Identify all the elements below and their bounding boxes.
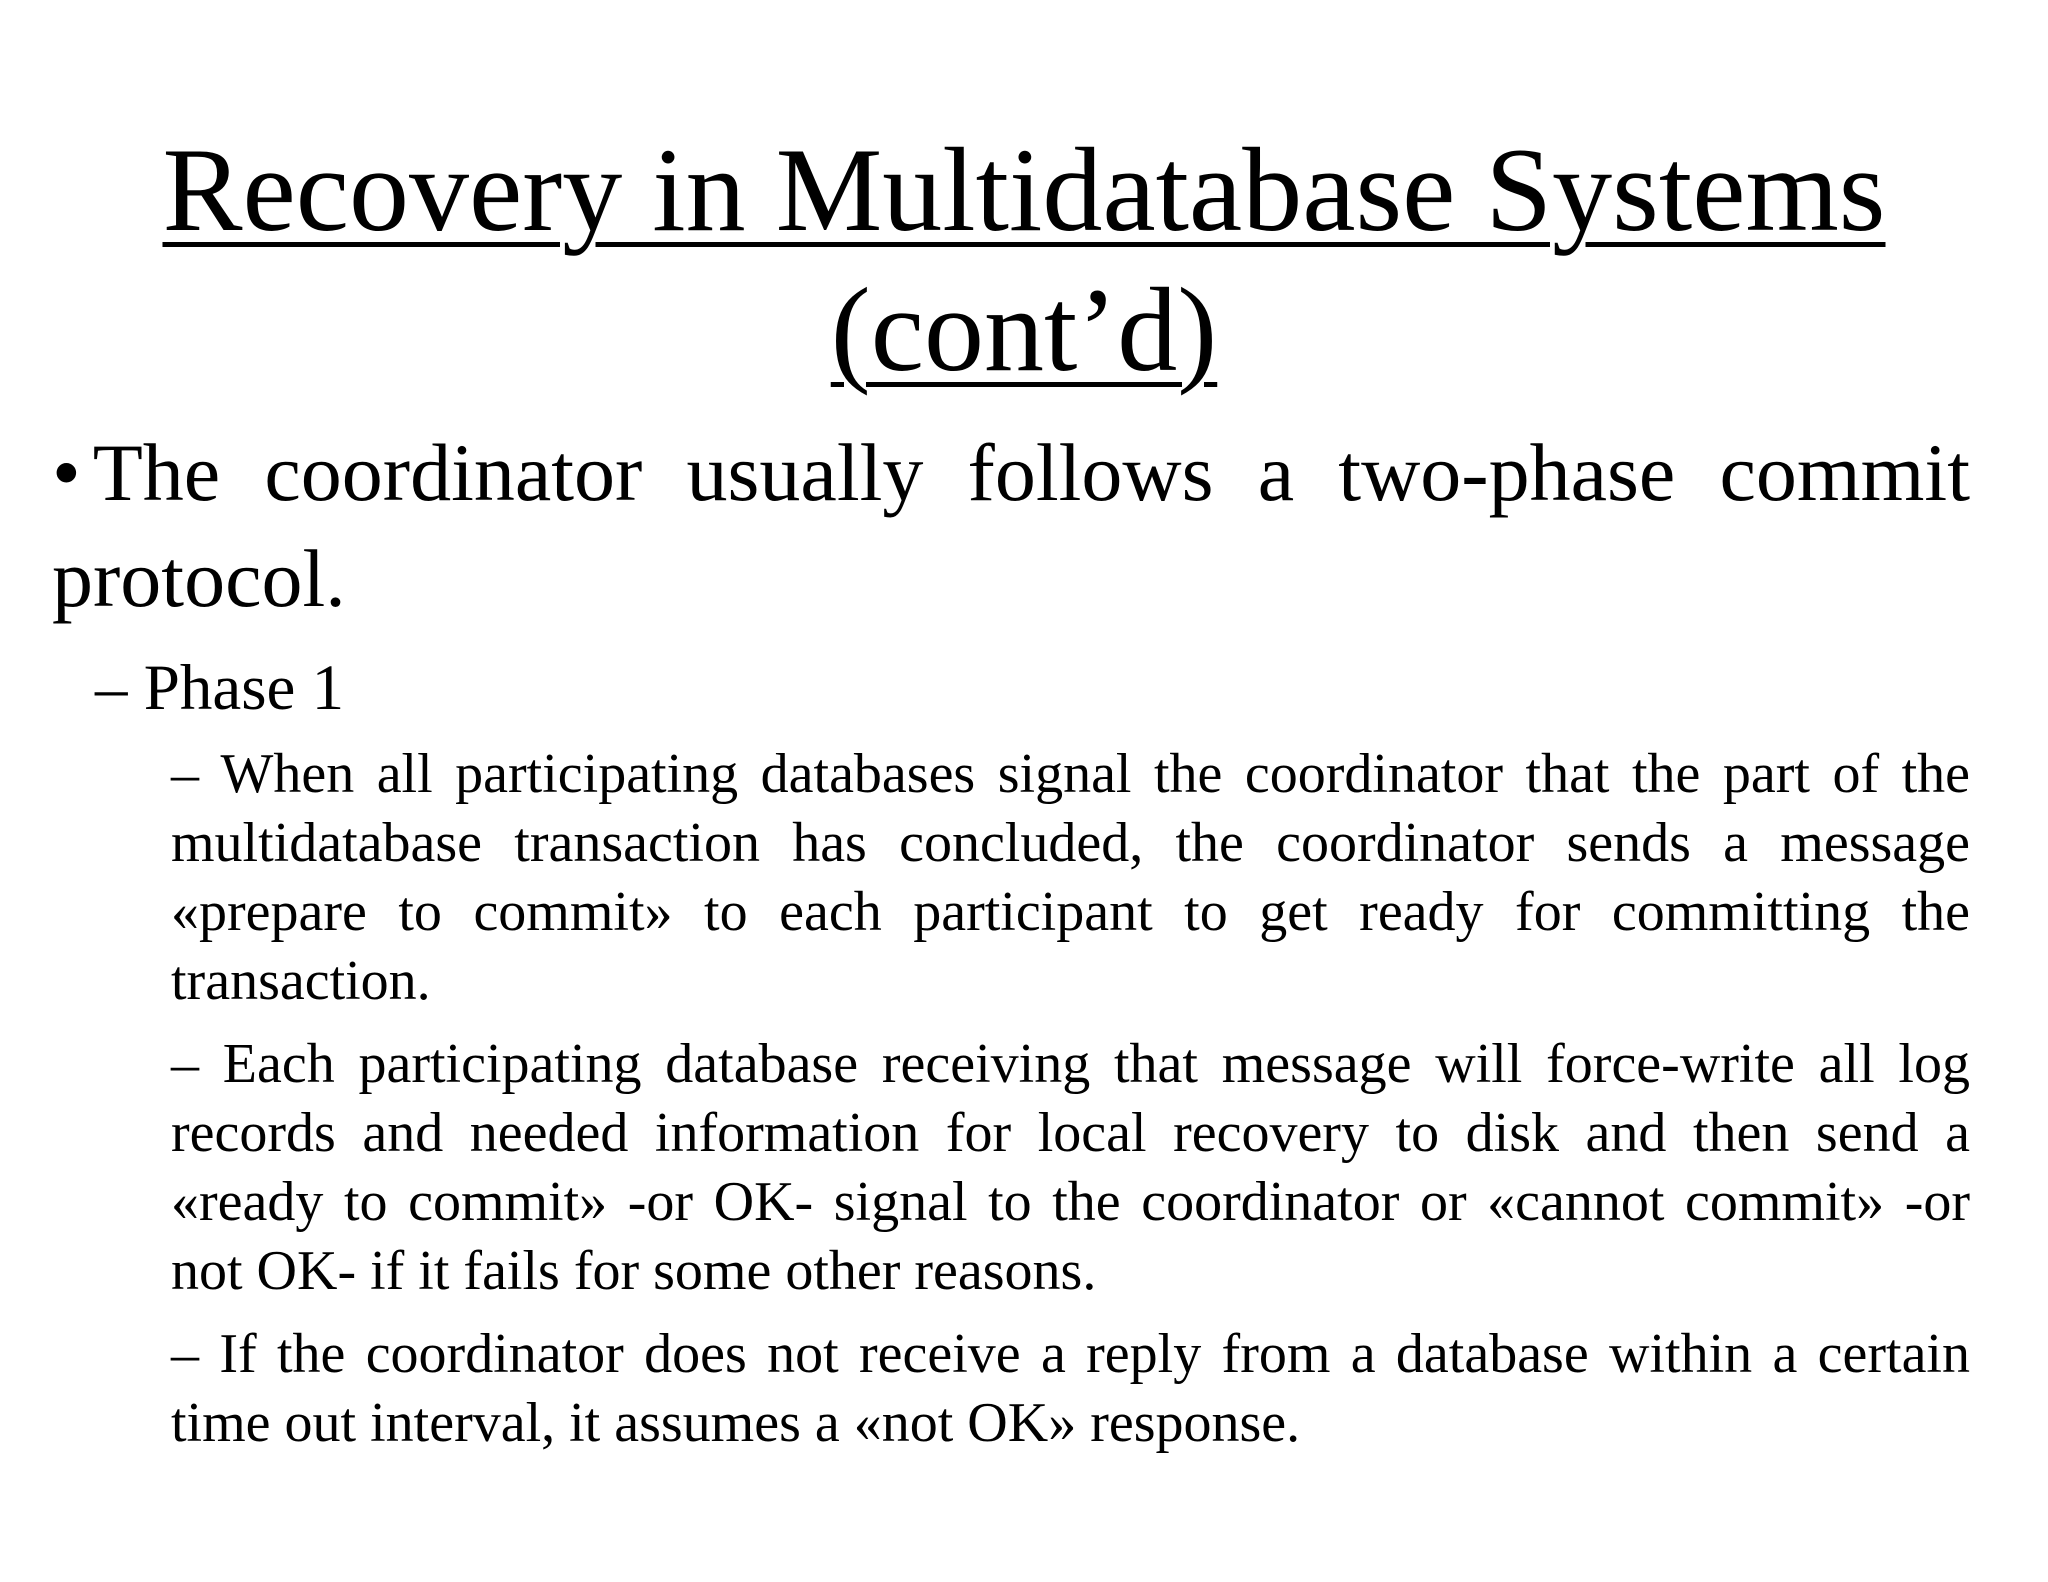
slide-title <box>0 120 2048 400</box>
phase-items-list <box>171 740 1970 1472</box>
bullet-marker: • <box>52 427 81 518</box>
phase-item: – If the coordinator does not receive a reply from a database within a certain time out interval, it assumes a «not OK» response. <box>171 1323 1970 1454</box>
main-bullet-text: The coordinator usually follows a two-phase commit protocol. <box>52 427 1970 624</box>
phase-item: – When all participating databases signal the coordinator that the part of the multidatabase transaction has concluded, the coordinator sends a message «prepare to commit» to each participant to get ready for committing the transaction. <box>171 743 1970 1012</box>
slide-title-line2: (cont’d) <box>830 263 1218 396</box>
phase-heading: – Phase 1 <box>95 652 345 724</box>
main-bullet <box>52 420 1970 632</box>
phase-item: – Each participating database receiving that message will force-write all log records and needed information for local recovery to disk and then send a «ready to commit» -or OK- signal to the coordinator or «cannot commit» -or not OK- if it fails for some other reasons. <box>171 1033 1970 1302</box>
slide-title-line1: Recovery in Multidatabase Systems <box>162 123 1886 256</box>
